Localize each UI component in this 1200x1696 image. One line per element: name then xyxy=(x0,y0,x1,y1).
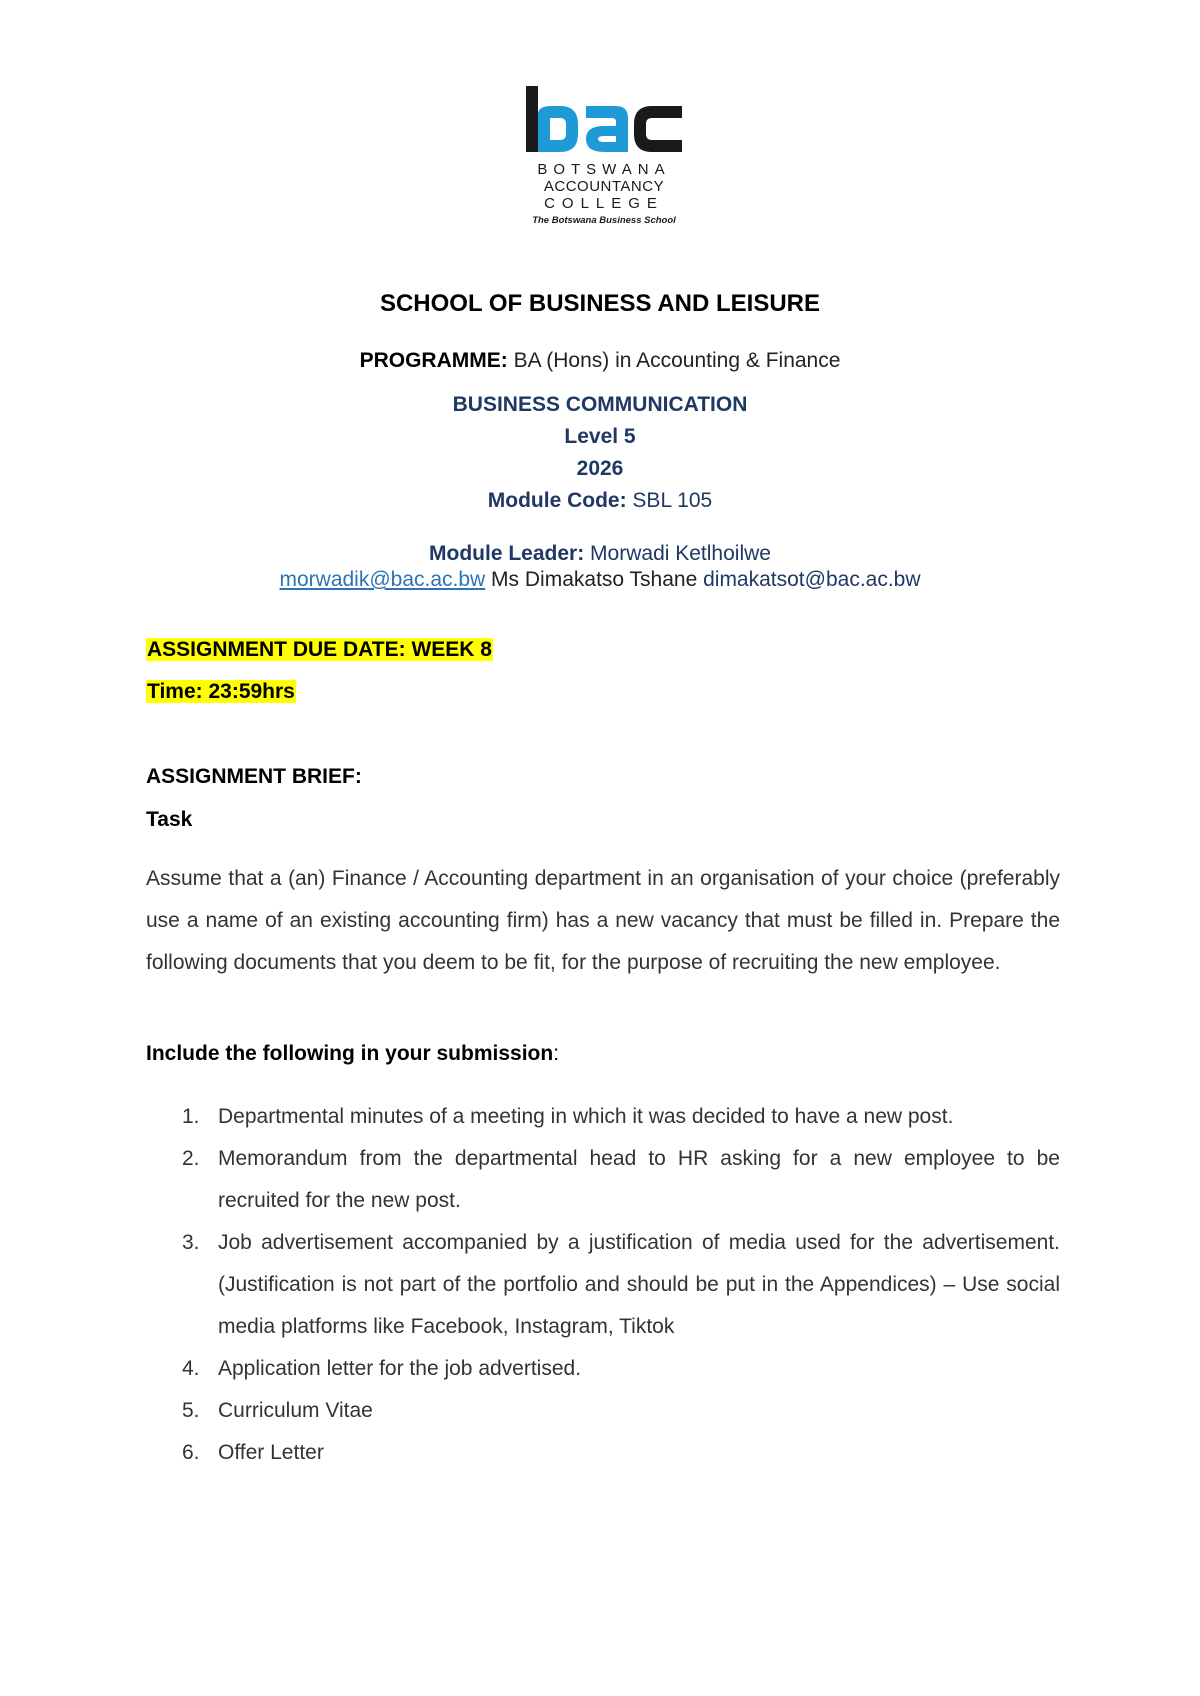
list-item-text: Memorandum from the departmental head to HR asking for a new employee to be recruited for the new post. xyxy=(218,1147,1060,1212)
contact-emails xyxy=(0,568,1200,592)
list-item-number: 5. xyxy=(182,1399,200,1422)
leader-email-link[interactable]: morwadik@bac.ac.bw xyxy=(279,568,486,591)
submission-heading-colon: : xyxy=(553,1042,560,1065)
list-item-text: Application letter for the job advertised. xyxy=(218,1357,582,1380)
programme-line xyxy=(0,349,1200,373)
list-item-number: 2. xyxy=(182,1147,200,1170)
module-leader-value: Morwadi Ketlhoilwe xyxy=(584,542,771,565)
list-item-text: Job advertisement accompanied by a justification of media used for the advertisement. (Justification is not part of the portfolio and should be put in the Appendices) – Use social media platforms like Facebook, Instagram, Tiktok xyxy=(218,1231,1060,1338)
module-year: 2026 xyxy=(576,457,624,480)
module-code-line xyxy=(0,485,1200,517)
logo-line1: BOTSWANA xyxy=(537,161,671,178)
list-item xyxy=(146,1096,1060,1138)
list-item-number: 1. xyxy=(182,1105,200,1128)
logo-tagline: The Botswana Business School xyxy=(532,215,676,226)
due-time-text: Time: 23:59hrs xyxy=(147,680,295,703)
second-lecturer-email: dimakatsot@bac.ac.bw xyxy=(703,568,921,591)
list-item-text: Departmental minutes of a meeting in which it was decided to have a new post. xyxy=(218,1105,954,1128)
submission-heading-text: Include the following in your submission xyxy=(146,1042,554,1065)
list-item-number: 6. xyxy=(182,1441,200,1464)
logo-line3: COLLEGE xyxy=(544,195,664,212)
due-date-line xyxy=(146,638,1060,662)
list-item xyxy=(146,1390,1060,1432)
programme-value: BA (Hons) in Accounting & Finance xyxy=(507,349,841,372)
list-item-text: Offer Letter xyxy=(218,1441,324,1464)
task-heading: Task xyxy=(146,808,193,831)
module-code-value: SBL 105 xyxy=(626,489,713,512)
school-title: SCHOOL OF BUSINESS AND LEISURE xyxy=(379,290,821,317)
module-leader-line xyxy=(0,538,1200,570)
submission-list xyxy=(146,1096,1060,1474)
list-item xyxy=(146,1432,1060,1474)
submission-heading xyxy=(146,1042,1060,1066)
module-leader-label: Module Leader: xyxy=(429,542,585,565)
list-item xyxy=(146,1348,1060,1390)
second-lecturer-name: Ms Dimakatso Tshane xyxy=(485,568,704,591)
list-item-number: 4. xyxy=(182,1357,200,1380)
due-time-line xyxy=(146,680,1060,704)
module-code-label: Module Code: xyxy=(487,489,627,512)
task-description: Assume that a (an) Finance / Accounting department in an organisation of your choice (preferably use a name of an existing accounting firm) has a new vacancy that must be filled in. Prepare the following documents that you deem to be fit, for the purpose of recruiting the new employee. xyxy=(146,867,1060,974)
due-date-text: ASSIGNMENT DUE DATE: WEEK 8 xyxy=(147,638,492,661)
list-item xyxy=(146,1138,1060,1222)
list-item xyxy=(146,1222,1060,1348)
programme-label: PROGRAMME: xyxy=(359,349,508,372)
module-title: BUSINESS COMMUNICATION xyxy=(452,393,748,416)
assignment-brief-heading: ASSIGNMENT BRIEF: xyxy=(146,765,362,788)
logo-line2: ACCOUNTANCY xyxy=(543,178,665,195)
list-item-text: Curriculum Vitae xyxy=(218,1399,373,1422)
college-logo xyxy=(520,84,688,228)
module-level: Level 5 xyxy=(564,425,636,448)
list-item-number: 3. xyxy=(182,1231,200,1254)
